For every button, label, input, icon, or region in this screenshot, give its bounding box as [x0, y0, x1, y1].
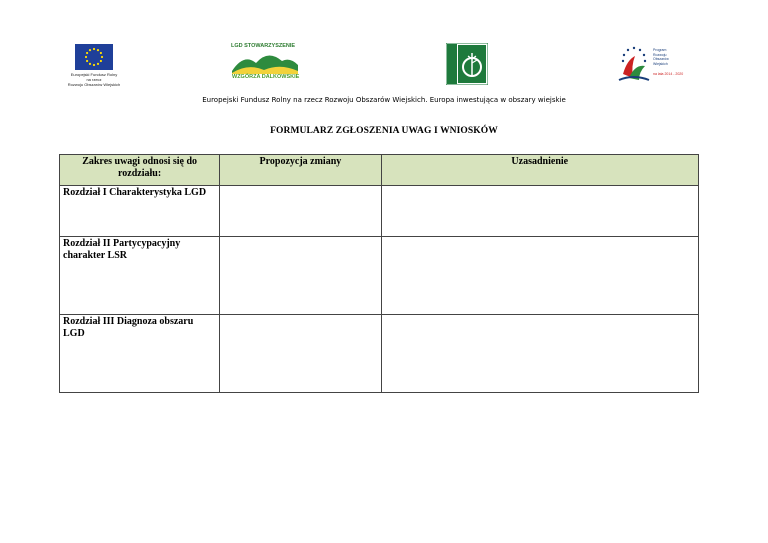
column-header-chapter: Zakres uwagi odnosi się do rozdziału:	[60, 155, 220, 186]
lgd-name-top: LGD STOWARZYSZENIE	[231, 43, 296, 49]
lgd-name-bottom: WZGÓRZA DALKOWSKIE	[232, 74, 300, 80]
eu-caption-line: na rzecz	[86, 77, 102, 82]
prow-line: Rozwoju	[653, 52, 667, 57]
form-title: FORMULARZ ZGŁOSZENIA UWAG I WNIOSKÓW	[270, 126, 498, 136]
leader-emblem-icon	[446, 43, 488, 85]
prow-logo	[615, 44, 687, 86]
chapter-cell: Rozdział II Partycypacyjny charakter LSR	[60, 237, 220, 315]
comments-form-table	[59, 154, 699, 393]
table-header-row	[60, 155, 699, 186]
justification-cell[interactable]	[381, 237, 698, 315]
prow-line: Program	[653, 48, 667, 52]
justification-cell[interactable]	[381, 186, 698, 237]
column-header-proposal: Propozycja zmiany	[220, 155, 381, 186]
leader-logo	[446, 43, 488, 85]
eu-caption	[64, 72, 124, 87]
prow-years: na lata 2014 - 2020	[653, 72, 684, 76]
chapter-cell: Rozdział III Diagnoza obszaru LGD	[60, 315, 220, 393]
prow-line: Wiejskich	[653, 61, 668, 66]
table-row	[60, 237, 699, 315]
column-header-justification: Uzasadnienie	[381, 155, 698, 186]
justification-cell[interactable]	[381, 315, 698, 393]
eu-emblem-logo	[64, 44, 124, 87]
eu-flag-icon	[75, 44, 113, 70]
proposal-cell[interactable]	[220, 315, 381, 393]
eu-caption-line: Europejski Fundusz Rolny	[70, 72, 118, 77]
proposal-cell[interactable]	[220, 237, 381, 315]
funding-statement: Europejski Fundusz Rolny na rzecz Rozwoju Obszarów Wiejskich. Europa inwestująca w obszary wiejskie	[202, 96, 566, 104]
prow-line: Obszarów	[653, 57, 669, 61]
prow-caption	[653, 48, 683, 77]
lgd-logo	[230, 43, 300, 81]
table-row	[60, 186, 699, 237]
table-row	[60, 315, 699, 393]
proposal-cell[interactable]	[220, 186, 381, 237]
prow-emblem-icon	[615, 44, 653, 86]
eu-caption-line: Rozwoju Obszarów Wiejskich	[67, 82, 121, 87]
chapter-cell: Rozdział I Charakterystyka LGD	[60, 186, 220, 237]
